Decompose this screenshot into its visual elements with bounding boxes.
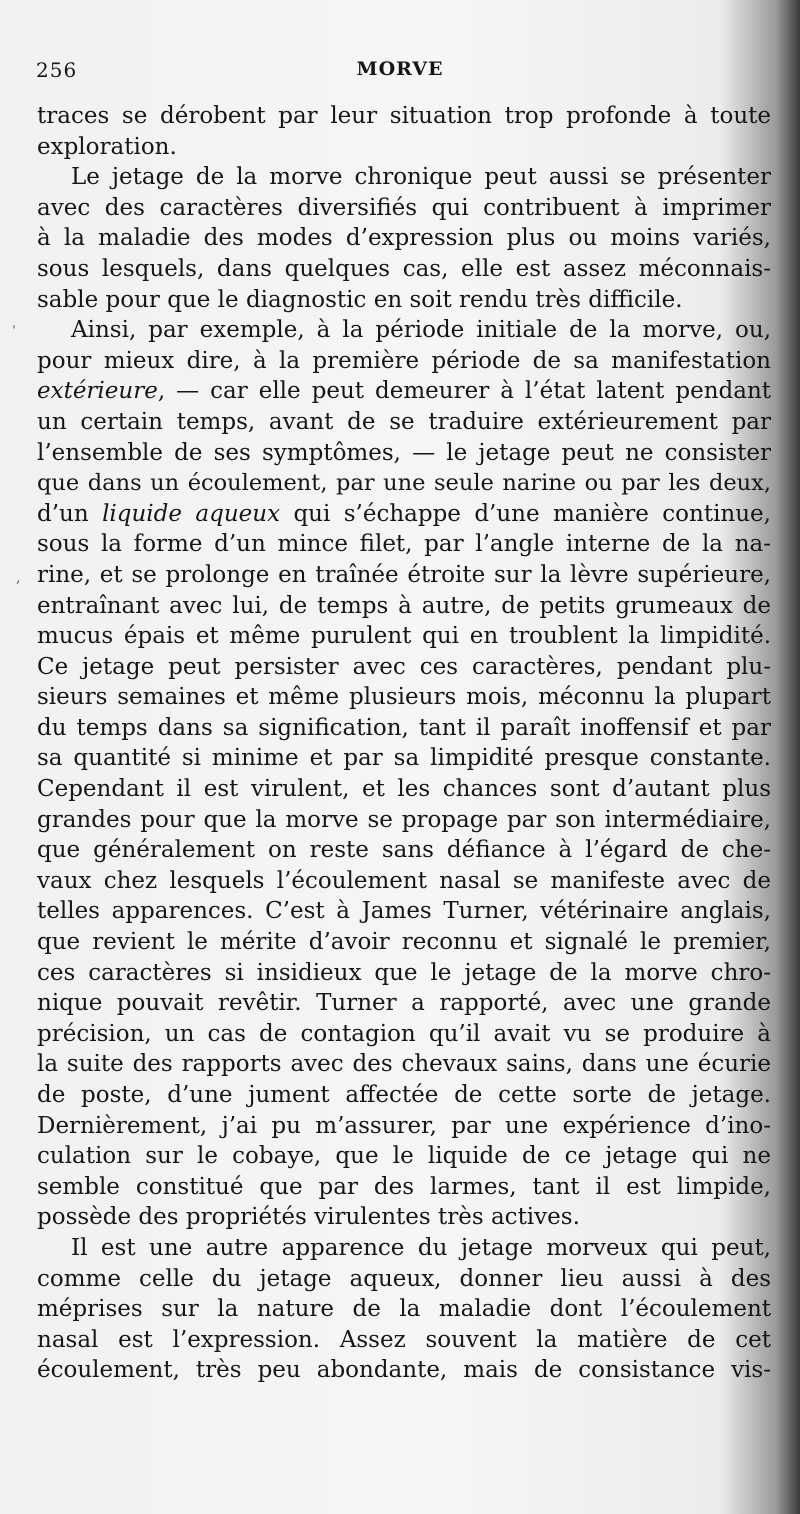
text-line: culation sur le cobaye, que le liquide de ce jetage qui ne: [37, 1143, 771, 1170]
running-head: MORVE: [356, 58, 444, 80]
text-line: pour mieux dire, à la première période de sa manifestation: [37, 347, 771, 374]
text-line: exploration.: [37, 133, 177, 160]
margin-mark: ˌ: [12, 315, 16, 331]
text-line: du temps dans sa signification, tant il paraît inoffensif et par: [37, 714, 771, 741]
text-line: que dans un écoulement, par une seule narine ou par les deux,: [37, 470, 771, 497]
text-fragment: qui s’échappe d’une manière continue,: [280, 500, 771, 527]
paragraph-first-line: Ainsi, par exemple, à la période initiale de la morve, ou,: [71, 317, 771, 344]
text-line: Dernièrement, j’ai pu m’assurer, par une expérience d’ino-: [37, 1112, 771, 1139]
text-line: nasal est l’expression. Assez souvent la matière de cet: [37, 1326, 771, 1353]
text-line: écoulement, très peu abondante, mais de consistance vis-: [37, 1357, 771, 1384]
paragraph-first-line: Le jetage de la morve chronique peut aussi se présenter: [71, 164, 771, 191]
text-line: l’ensemble de ses symptômes, — le jetage peut ne consister: [37, 439, 771, 466]
text-line: semble constitué que par des larmes, tant il est limpide,: [37, 1173, 771, 1200]
page-number: 256: [36, 58, 78, 82]
text-line: nique pouvait revêtir. Turner a rapporté, avec une grande: [37, 990, 771, 1017]
text-line: sa quantité si minime et par sa limpidité presque constante.: [37, 745, 771, 772]
text-line: la suite des rapports avec des chevaux sains, dans une écurie: [37, 1051, 771, 1078]
text-line: ces caractères si insidieux que le jetage de la morve chro-: [37, 959, 771, 986]
text-line-with-italic: [37, 376, 771, 407]
text-line: un certain temps, avant de se traduire extérieurement par: [37, 408, 771, 435]
text-line: grandes pour que la morve se propage par son intermédiaire,: [37, 806, 771, 833]
text-line: rine, et se prolonge en traînée étroite sur la lèvre supérieure,: [37, 561, 771, 588]
text-line: méprises sur la nature de la maladie dont l’écoulement: [37, 1296, 771, 1323]
text-line: que généralement on reste sans défiance à l’égard de che-: [37, 837, 771, 864]
body-text: [37, 101, 771, 1386]
margin-mark: ,: [16, 570, 21, 586]
text-line: mucus épais et même purulent qui en troublent la limpidité.: [37, 623, 771, 650]
text-line: comme celle du jetage aqueux, donner lieu aussi à des: [37, 1265, 771, 1292]
text-line: de poste, d’une jument affectée de cette sorte de jetage.: [37, 1082, 771, 1108]
text-line: sieurs semaines et même plusieurs mois, méconnu la plupart: [37, 684, 771, 711]
text-line: avec des caractères diversifiés qui contribuent à imprimer: [37, 194, 771, 221]
text-fragment: , — car elle peut demeurer à l’état latent pendant: [157, 378, 771, 405]
text-line: sous lesquels, dans quelques cas, elle est assez méconnais-: [37, 255, 771, 282]
text-line: sable pour que le diagnostic en soit rendu très difficile.: [37, 286, 683, 313]
italic-term: extérieure: [37, 378, 158, 405]
text-line: Cependant il est virulent, et les chances sont d’autant plus: [37, 776, 771, 803]
text-line: entraînant avec lui, de temps à autre, de petits grumeaux de: [37, 592, 771, 619]
text-line: sous la forme d’un mince filet, par l’angle interne de la na-: [37, 531, 771, 558]
text-line: Ce jetage peut persister avec ces caractères, pendant plu-: [37, 653, 771, 680]
text-fragment: d’un: [37, 500, 103, 527]
text-line: que revient le mérite d’avoir reconnu et signalé le premier,: [37, 929, 771, 956]
paragraph-first-line: Il est une autre apparence du jetage morveux qui peut,: [71, 1234, 771, 1261]
text-line: traces se dérobent par leur situation trop profonde à toute: [37, 103, 771, 129]
text-line: à la maladie des modes d’expression plus ou moins variés,: [37, 225, 771, 252]
text-line: précision, un cas de contagion qu’il avait vu se produire à: [37, 1020, 771, 1047]
italic-term: liquide aqueux: [102, 500, 281, 527]
text-line: telles apparences. C’est à James Turner, vétérinaire anglais,: [37, 898, 771, 925]
text-line-with-italic: [37, 499, 771, 530]
page-header: [36, 58, 764, 88]
text-line: vaux chez lesquels l’écoulement nasal se manifeste avec de: [37, 867, 771, 894]
text-line: possède des propriétés virulentes très actives.: [37, 1204, 580, 1231]
